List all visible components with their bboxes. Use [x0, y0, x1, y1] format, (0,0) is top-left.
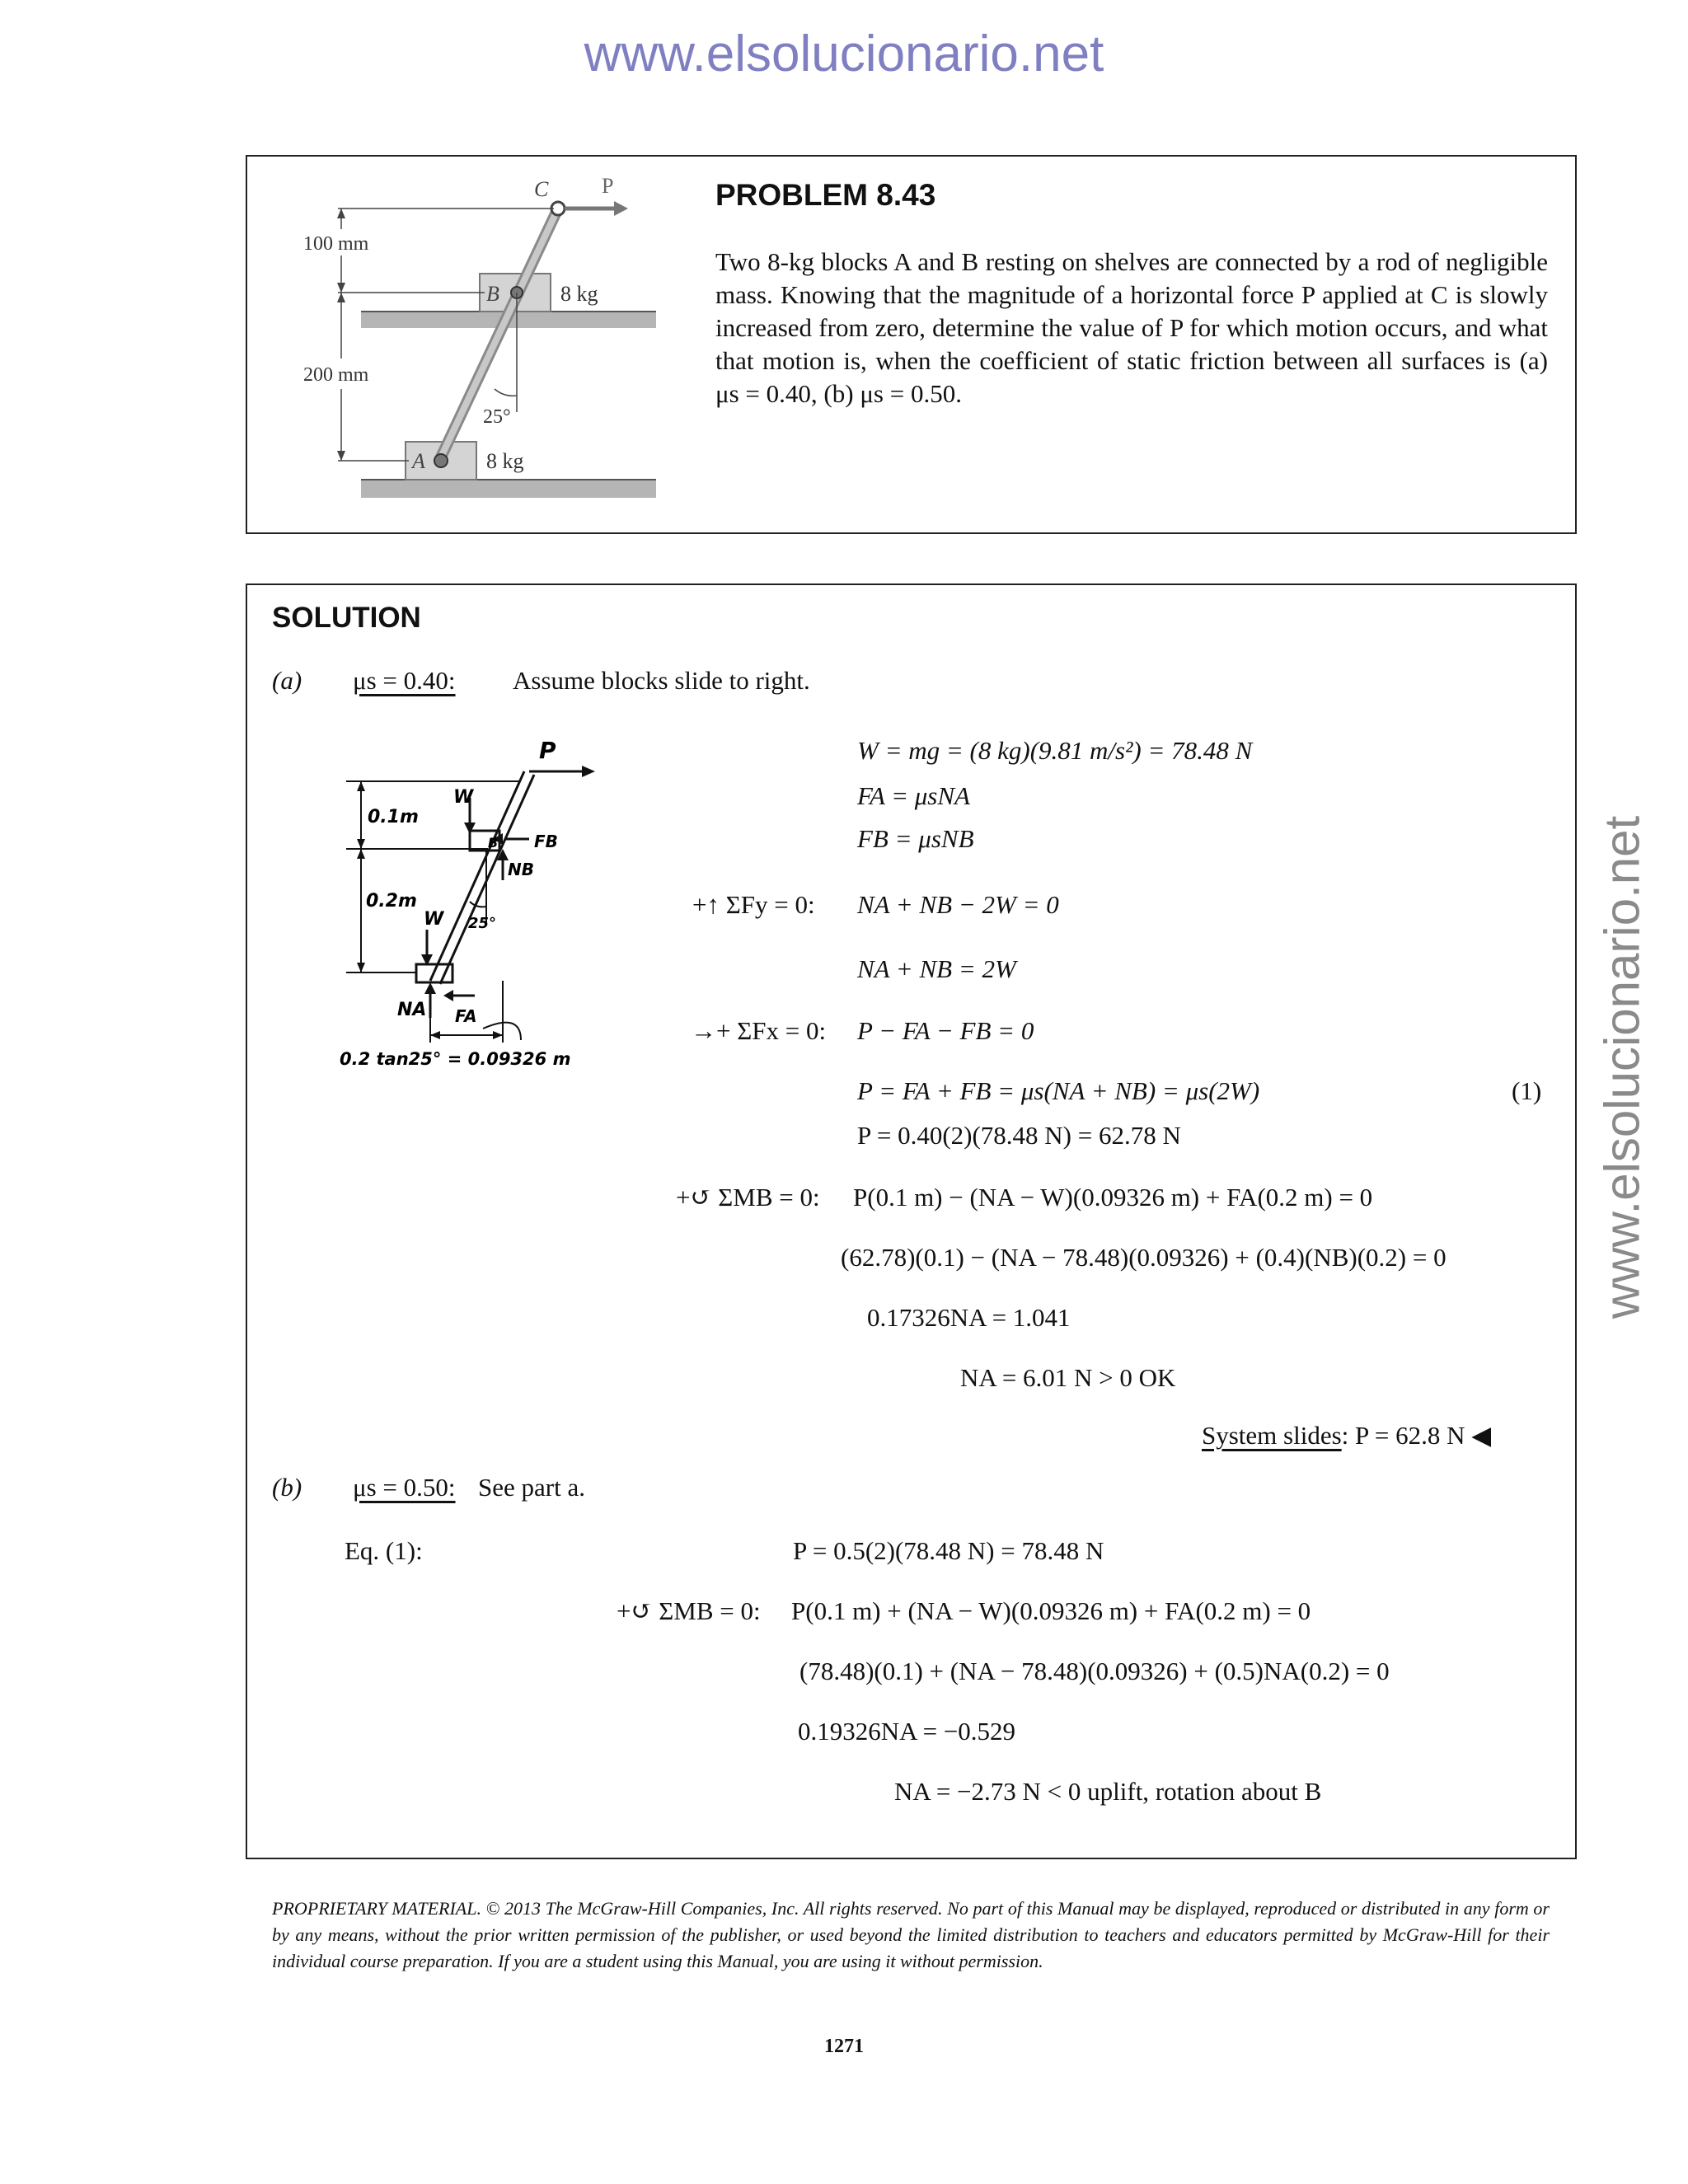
figure-dim-top: 100 mm — [303, 233, 369, 255]
part-a-result: System slides: P = 62.8 N ◀ — [1202, 1421, 1492, 1450]
eq-number-1: (1) — [1512, 1076, 1542, 1105]
sum-fx-label: →+ ΣFx = 0: — [691, 1016, 827, 1045]
fbd-na: NA — [397, 1000, 427, 1020]
part-b-eq-ref: Eq. (1): — [345, 1536, 423, 1565]
fbd-fa: FA — [455, 1006, 477, 1026]
eq-na-value: NA = 6.01 N > 0 OK — [960, 1363, 1176, 1392]
part-b-label: (b) — [272, 1473, 302, 1502]
watermark-top[interactable]: www.elsolucionario.net — [584, 26, 1104, 82]
part-a-mu: μs = 0.40: — [353, 666, 456, 695]
eq-p-value: P = 0.40(2)(78.48 N) = 62.78 N — [857, 1121, 1181, 1150]
problem-statement: Two 8-kg blocks A and B resting on shelves are connected by a rod of negligible mass. Knowing that the magnitude of a horizontal force P applied at C is slowly increased from zero, determine the value of P for which motion occurs, and what that motion is, when the coefficient of static friction between all surfaces is (a) μs = 0.40, (b) μs = 0.50. — [715, 247, 1548, 408]
fbd-dim2: 0.2m — [366, 891, 417, 912]
part-a-label: (a) — [272, 666, 302, 695]
problem-title: PROBLEM 8.43 — [715, 178, 936, 212]
solution-title: SOLUTION — [272, 602, 421, 634]
part-b-eq-p: P = 0.5(2)(78.48 N) = 78.48 N — [793, 1536, 1104, 1565]
fbd-w-low: W — [424, 909, 444, 930]
free-body-diagram — [338, 733, 610, 1088]
part-b-eq-coefficient: 0.19326NA = −0.529 — [798, 1717, 1016, 1746]
part-b-see: See part a. — [478, 1473, 585, 1502]
fbd-p: P — [539, 737, 556, 764]
figure-label-p: P — [602, 174, 614, 198]
footer-copyright: PROPRIETARY MATERIAL. © 2013 The McGraw-Hill Companies, Inc. All rights reserved. No part of this Manual may be displayed, reproduced or distributed in any form or by any means, without the prior written permission of the publisher, or used beyond the limited distribution to teachers and educators permitted by McGraw-Hill for their individual course preparation. If you are a student using this Manual, you are using it without permission. — [272, 1898, 1550, 1971]
fbd-offset: 0.2 tan25° = 0.09326 m — [340, 1049, 571, 1069]
figure-mass-b: 8 kg — [560, 282, 598, 306]
eq-sum-fy: NA + NB − 2W = 0 — [857, 890, 1059, 919]
eq-friction-a: FA = μsNA — [857, 781, 970, 810]
figure-angle: 25° — [483, 406, 511, 428]
fbd-b: B — [488, 835, 499, 851]
figure-label-b: B — [486, 282, 499, 306]
eq-mb-numeric: (62.78)(0.1) − (NA − 78.48)(0.09326) + (0.4)(NB)(0.2) = 0 — [841, 1243, 1447, 1272]
fbd-nb: NB — [508, 860, 534, 879]
eq-sum-fx: P − FA − FB = 0 — [857, 1016, 1034, 1045]
part-b-eq-sum-mb: P(0.1 m) + (NA − W)(0.09326 m) + FA(0.2 m) = 0 — [791, 1596, 1311, 1625]
fbd-fb: FB — [534, 832, 558, 851]
eq-weight: W = mg = (8 kg)(9.81 m/s²) = 78.48 N — [857, 736, 1253, 765]
figure-dim-bottom: 200 mm — [303, 364, 369, 386]
sum-mb-label: +↺ ΣMB = 0: — [676, 1183, 820, 1212]
eq-na-coefficient: 0.17326NA = 1.041 — [867, 1303, 1071, 1332]
part-b-eq-na: NA = −2.73 N < 0 uplift, rotation about B — [894, 1777, 1322, 1806]
part-b-mu: μs = 0.50: — [353, 1473, 456, 1502]
fbd-angle: 25° — [468, 915, 497, 932]
part-b-sum-mb-label: +↺ ΣMB = 0: — [617, 1596, 761, 1625]
fbd-w-top: W — [453, 787, 474, 808]
problem-figure — [288, 173, 668, 511]
eq-friction-b: FB = μsNB — [857, 824, 974, 853]
eq-sum-mb: P(0.1 m) − (NA − W)(0.09326 m) + FA(0.2 m) = 0 — [853, 1183, 1373, 1212]
figure-mass-a: 8 kg — [486, 449, 524, 473]
eq-p: P = FA + FB = μs(NA + NB) = μs(2W) — [857, 1076, 1260, 1105]
sum-fy-label: +↑ ΣFy = 0: — [692, 890, 815, 919]
fbd-dim1: 0.1m — [368, 807, 419, 827]
page-number: 1271 — [824, 2036, 864, 2057]
figure-label-a: A — [412, 449, 425, 473]
eq-normal-sum: NA + NB = 2W — [857, 954, 1016, 983]
part-a-assumption: Assume blocks slide to right. — [513, 666, 810, 695]
part-b-eq-numeric: (78.48)(0.1) + (NA − 78.48)(0.09326) + (0.5)NA(0.2) = 0 — [799, 1657, 1390, 1685]
figure-label-c: C — [534, 177, 549, 201]
